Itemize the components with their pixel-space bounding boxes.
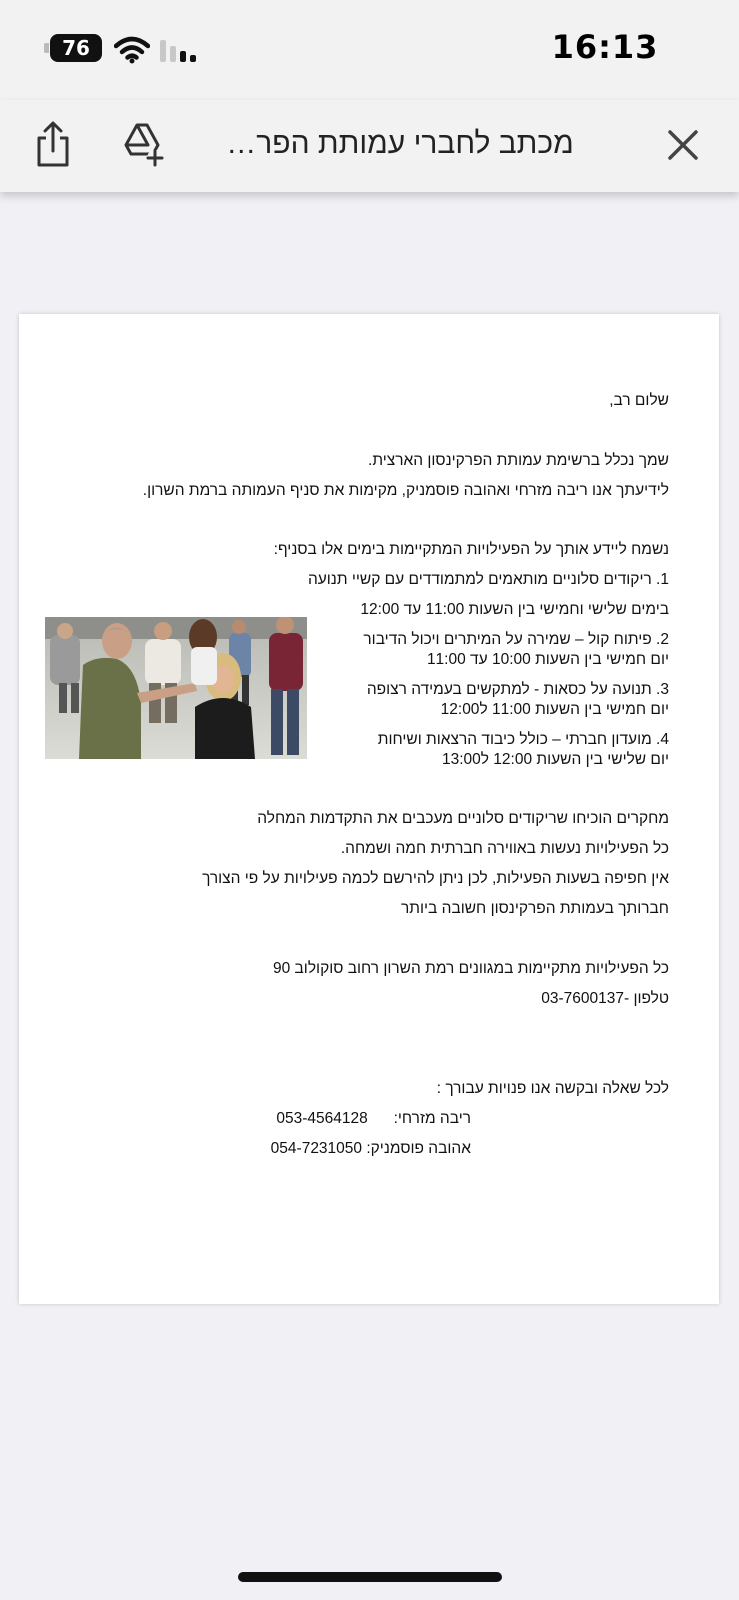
activity-line: יום חמישי בין השעות 10:00 עד 11:00 <box>426 651 669 668</box>
activity-line: 3. תנועה על כסאות - למתקשים בעמידה רצופה <box>366 681 669 698</box>
status-bar <box>0 0 739 100</box>
paragraph-line: אין חפיפה בשעות הפעילות, לכן ניתן להירשם לכמה פעילויות על פי הצורך <box>202 870 669 887</box>
share-icon[interactable] <box>28 120 78 170</box>
clock: 16:13 <box>551 28 659 66</box>
close-icon[interactable] <box>660 122 706 168</box>
activity-line: 4. מועדון חברתי – כולל כיבוד הרצאות ושיחות <box>377 731 669 748</box>
greeting: שלום רב, <box>609 392 669 409</box>
paragraph-line: כל הפעילויות נעשות באווירה חברתית חמה ושמחה. <box>340 840 669 857</box>
document-page <box>19 314 719 1304</box>
phone-line: טלפון -03-7600137 <box>541 990 669 1007</box>
activity-line: בימים שלישי וחמישי בין השעות 11:00 עד 12:00 <box>360 601 669 618</box>
cellular-signal-icon <box>160 38 200 62</box>
activities-intro: נשמח ליידע אותך על הפעילויות המתקיימות בימים אלו בסניף: <box>273 541 669 558</box>
activity-line: 1. ריקודים סלוניים מותאמים למתמודדים עם קשיי תנועה <box>307 571 669 588</box>
activity-line: יום שלישי בין השעות 12:00 ל13:00 <box>441 751 669 768</box>
contact-line: אהובה פוסמניק: 054-7231050 <box>270 1140 471 1157</box>
dancing-photo <box>45 617 307 759</box>
intro-line: לידיעתך אנו ריבה מזרחי ואהובה פוסמניק, מקימות את סניף העמותה ברמת השרון. <box>142 482 669 499</box>
location-line: כל הפעילויות מתקיימות במגוונים רמת השרון רחוב סוקולוב 90 <box>272 960 669 977</box>
wifi-icon <box>114 36 150 64</box>
paragraph-line: מחקרים הוכיחו שריקודים סלוניים מעכבים את התקדמות המחלה <box>257 810 669 827</box>
home-indicator[interactable] <box>238 1572 502 1582</box>
viewer-toolbar <box>0 100 739 192</box>
contact-line: ריבה מזרחי: 053-4564128 <box>276 1110 471 1127</box>
document-title: מכתב לחברי עמותת הפר… <box>226 127 574 160</box>
intro-line: שמך נכלל ברשימת עמותת הפרקינסון הארצית. <box>368 452 669 469</box>
contact-intro: לכל שאלה ובקשה אנו פנויות עבורך : <box>436 1080 669 1097</box>
battery-icon: 76 <box>50 34 102 62</box>
paragraph-line: חברותך בעמותת הפרקינסון חשובה ביותר <box>401 900 669 917</box>
activity-line: 2. פיתוח קול – שמירה על המיתרים ויכול הדיבור <box>363 631 669 648</box>
add-to-drive-icon[interactable] <box>118 120 168 170</box>
activity-line: יום חמישי בין השעות 11:00 ל12:00 <box>440 701 669 718</box>
